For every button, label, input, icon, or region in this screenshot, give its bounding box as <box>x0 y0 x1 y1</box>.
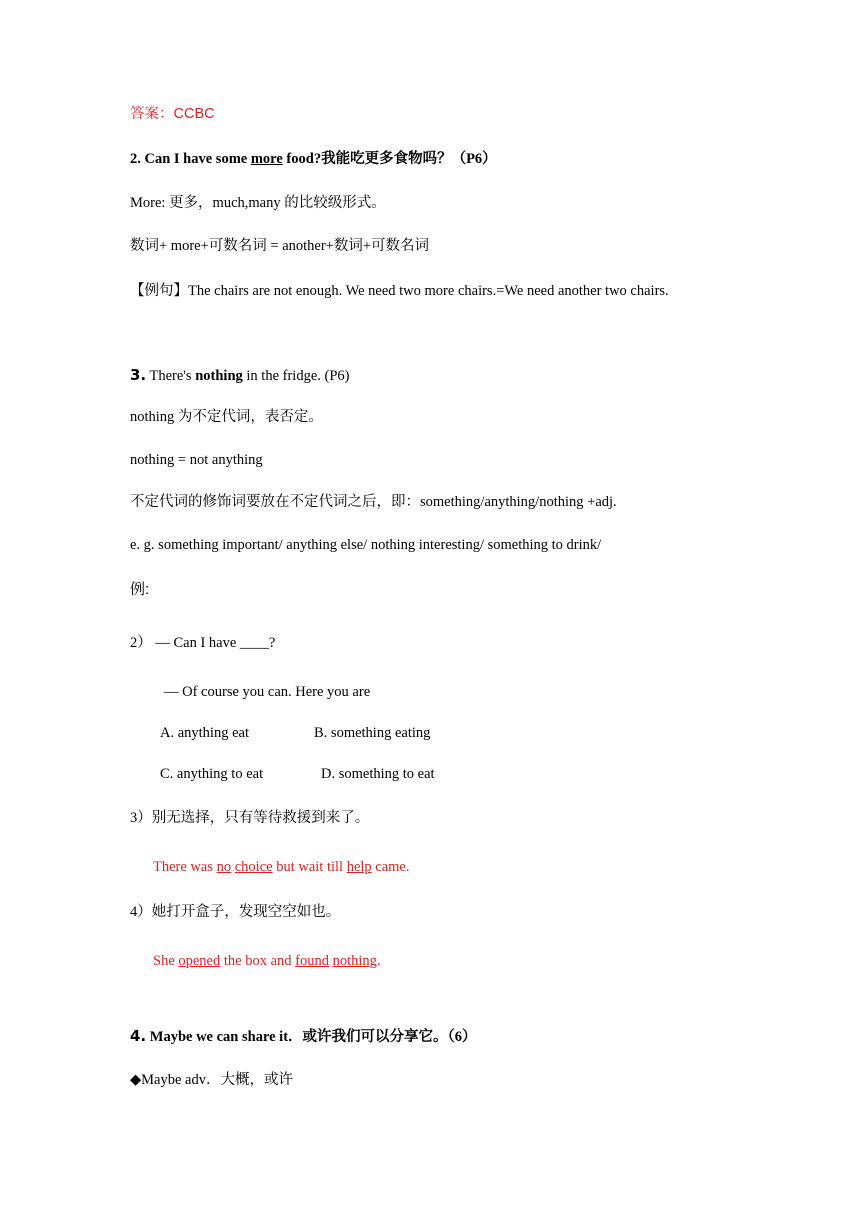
item4-number: 4. <box>130 1027 147 1045</box>
item3-pre: There's <box>146 368 196 384</box>
q2-stem: 2） — Can I have ____? <box>130 635 276 651</box>
item2-prefix: 2. Can I have some <box>130 151 251 167</box>
item2-example <box>130 281 669 301</box>
item2-example-label: 【例句】 <box>130 283 188 299</box>
q3-answer-no: no <box>216 859 232 875</box>
item4-definition: ◆Maybe adv．大概，或许 <box>130 1072 293 1088</box>
item3-keyword: nothing <box>195 368 243 384</box>
item3-definition: nothing 为不定代词，表否定。 <box>130 409 323 425</box>
q3-answer-part: came. <box>371 859 410 875</box>
q2-option-c: C. anything to eat <box>160 766 264 782</box>
q3-answer-help: help <box>346 859 372 875</box>
item4-title: Maybe we can share it．或许我们可以分享它。（6） <box>146 1029 477 1045</box>
q2-option-a: A. anything eat <box>160 725 249 741</box>
q4-answer-part: . <box>376 953 381 969</box>
answer-label: 答案： <box>130 106 174 122</box>
q4-answer-nothing: nothing <box>332 953 377 969</box>
item3-rule: 不定代词的修饰词要放在不定代词之后，即：something/anything/nothing +adj. <box>130 494 617 510</box>
answer-value: CCBC <box>173 106 215 122</box>
item2-rest: food?我能吃更多食物吗？（P6） <box>282 151 497 167</box>
item4-heading <box>130 1026 477 1047</box>
q2-option-b: B. something eating <box>314 725 431 741</box>
item2-definition: More: 更多，much,many 的比较级形式。 <box>130 195 386 211</box>
item3-heading <box>130 365 349 386</box>
q4-answer-found: found <box>295 953 329 969</box>
q4-answer <box>153 951 381 971</box>
q3-answer <box>153 857 410 877</box>
q3-answer-part: There was <box>153 859 217 875</box>
item3-example-label: 例: <box>130 581 150 598</box>
item3-post: in the fridge. (P6) <box>242 368 350 384</box>
answer-line <box>130 104 215 124</box>
q3-stem: 3）别无选择，只有等待救援到来了。 <box>130 810 370 826</box>
item2-keyword: more <box>250 151 283 167</box>
item2-heading <box>130 149 497 169</box>
q4-stem: 4）她打开盒子，发现空空如也。 <box>130 904 341 920</box>
item2-example-text: The chairs are not enough. We need two more chairs.=We need another two chairs. <box>188 283 669 299</box>
item3-eg: e. g. something important/ anything else/ nothing interesting/ something to drink/ <box>130 537 602 553</box>
q3-answer-choice: choice <box>234 859 273 875</box>
q2-reply: — Of course you can. Here you are <box>164 684 371 700</box>
q3-answer-part: but wait till <box>272 859 347 875</box>
q4-answer-part: the box and <box>220 953 296 969</box>
item3-number: 3. <box>130 366 147 384</box>
q2-option-d: D. something to eat <box>321 766 435 782</box>
q4-answer-opened: opened <box>178 953 221 969</box>
q4-answer-part: She <box>153 953 179 969</box>
item3-equal: nothing = not anything <box>130 452 263 468</box>
item2-formula: 数词+ more+可数名词 = another+数词+可数名词 <box>130 238 430 254</box>
